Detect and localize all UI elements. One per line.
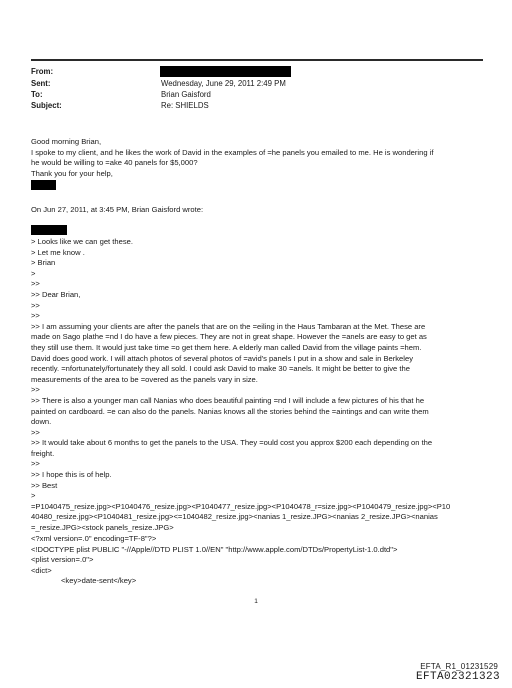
efta-id-small: EFTA_R1_01231529: [420, 662, 498, 671]
quoted-body: [31, 237, 483, 534]
quoted-reply: [31, 205, 483, 216]
quote-line: >>: [31, 311, 40, 321]
quote-line: >> Dear Brian,: [31, 289, 81, 299]
quote-line: > Let me know .: [31, 247, 85, 257]
quote-line: >>: [31, 427, 40, 437]
subject-label: Subject:: [31, 101, 62, 110]
message-paragraph-line: I spoke to my client, and he likes the work of David in the examples of =he panels you emailed to me. He is wondering if: [31, 147, 434, 157]
attachment-line: 40480_resize.jpg><P1040481_resize.jpg><=1040482_resize.jpg><nanias 1_resize.JPG><nanias 2_resize.JPG><nanias: [31, 512, 438, 522]
subject-value: Re: SHIELDS: [161, 101, 209, 110]
quote-line: down.: [31, 417, 52, 427]
quote-line: >>: [31, 300, 40, 310]
message-body: [31, 137, 483, 179]
xml-block: [31, 534, 483, 587]
redaction-quoted: [31, 225, 67, 235]
wrote-line: On Jun 27, 2011, at 3:45 PM, Brian Gaisford wrote:: [31, 205, 204, 214]
quote-line: >> I am assuming your clients are after the panels that are on the =eiling in the Haus Tambaran at the Met. These are: [31, 321, 426, 331]
xml-line: <dict>: [31, 565, 52, 575]
sent-value: Wednesday, June 29, 2011 2:49 PM: [161, 79, 286, 88]
quote-line: measurements of the area to be =overed as the panels vary in size.: [31, 374, 258, 384]
xml-line: <key>date-sent</key>: [61, 576, 137, 586]
attachment-line: =P1040475_resize.jpg><P1040476_resize.jpg><P1040477_resize.jpg><P1040478_r=size.jpg><P1040479_resize.jpg><P10: [31, 501, 451, 511]
to-label: To:: [31, 90, 43, 99]
quote-line: freight.: [31, 448, 55, 458]
quote-line: > Looks like we can get these.: [31, 237, 133, 246]
message-paragraph-line: he would be willing to =ake 40 panels for $5,000?: [31, 158, 198, 168]
quote-line: >: [31, 491, 36, 501]
quote-line: >> There is also a younger man call Nanias who does beautiful painting =nd I will include a few pictures of his that he: [31, 395, 425, 405]
quote-line: >: [31, 268, 36, 278]
quote-line: recently. =nfortunately/fortunately they all sold. I could ask David to make 30 =anels. It might be better to give the: [31, 364, 410, 374]
greeting: Good morning Brian,: [31, 137, 102, 146]
quote-line: >>: [31, 279, 40, 289]
header-divider: [31, 59, 483, 61]
page-number: 1: [254, 598, 258, 605]
xml-line: <!DOCTYPE plist PUBLIC "-//Apple//DTD PLIST 1.0//EN" "http://www.apple.com/DTDs/PropertyList-1.0.dtd">: [31, 544, 398, 554]
quote-line: >> Best: [31, 480, 58, 490]
quote-line: painted on cardboard. =e can also do the panels. Nanias knows all the stories behind the =aintings and can write them: [31, 406, 429, 416]
quote-line: made on Sago plathe =nd I do have a few pieces. They are not in great shape. However the =anels are easy to get as: [31, 332, 427, 342]
sent-label: Sent:: [31, 79, 51, 88]
from-label: From:: [31, 67, 54, 76]
thanks-line: Thank you for your help,: [31, 168, 113, 178]
to-value: Brian Gaisford: [161, 90, 211, 99]
quote-line: >>: [31, 459, 40, 469]
redaction-signature: [31, 180, 56, 190]
redaction-from: [160, 66, 291, 77]
quote-line: >>: [31, 385, 40, 395]
attachment-line: =_resize.JPG><stock panels_resize.JPG>: [31, 523, 174, 533]
quote-line: they still use them. It would just take time =o get them here. A elderly man called David from the village paints =hem.: [31, 342, 422, 352]
quote-line: David does good work. I will attach photos of several photos of =avid's panels I put in a show and sale in Berkeley: [31, 353, 413, 363]
quote-line: > Brian: [31, 258, 56, 268]
efta-id-large: EFTA02321323: [415, 671, 500, 683]
xml-line: <plist version=.0">: [31, 555, 94, 565]
quote-line: >> It would take about 6 months to get the panels to the USA. They =ould cost you approx $200 each depending on the: [31, 438, 433, 448]
xml-line: <?xml version=.0" encoding=TF-8"?>: [31, 534, 157, 543]
quote-line: >> I hope this is of help.: [31, 470, 112, 480]
